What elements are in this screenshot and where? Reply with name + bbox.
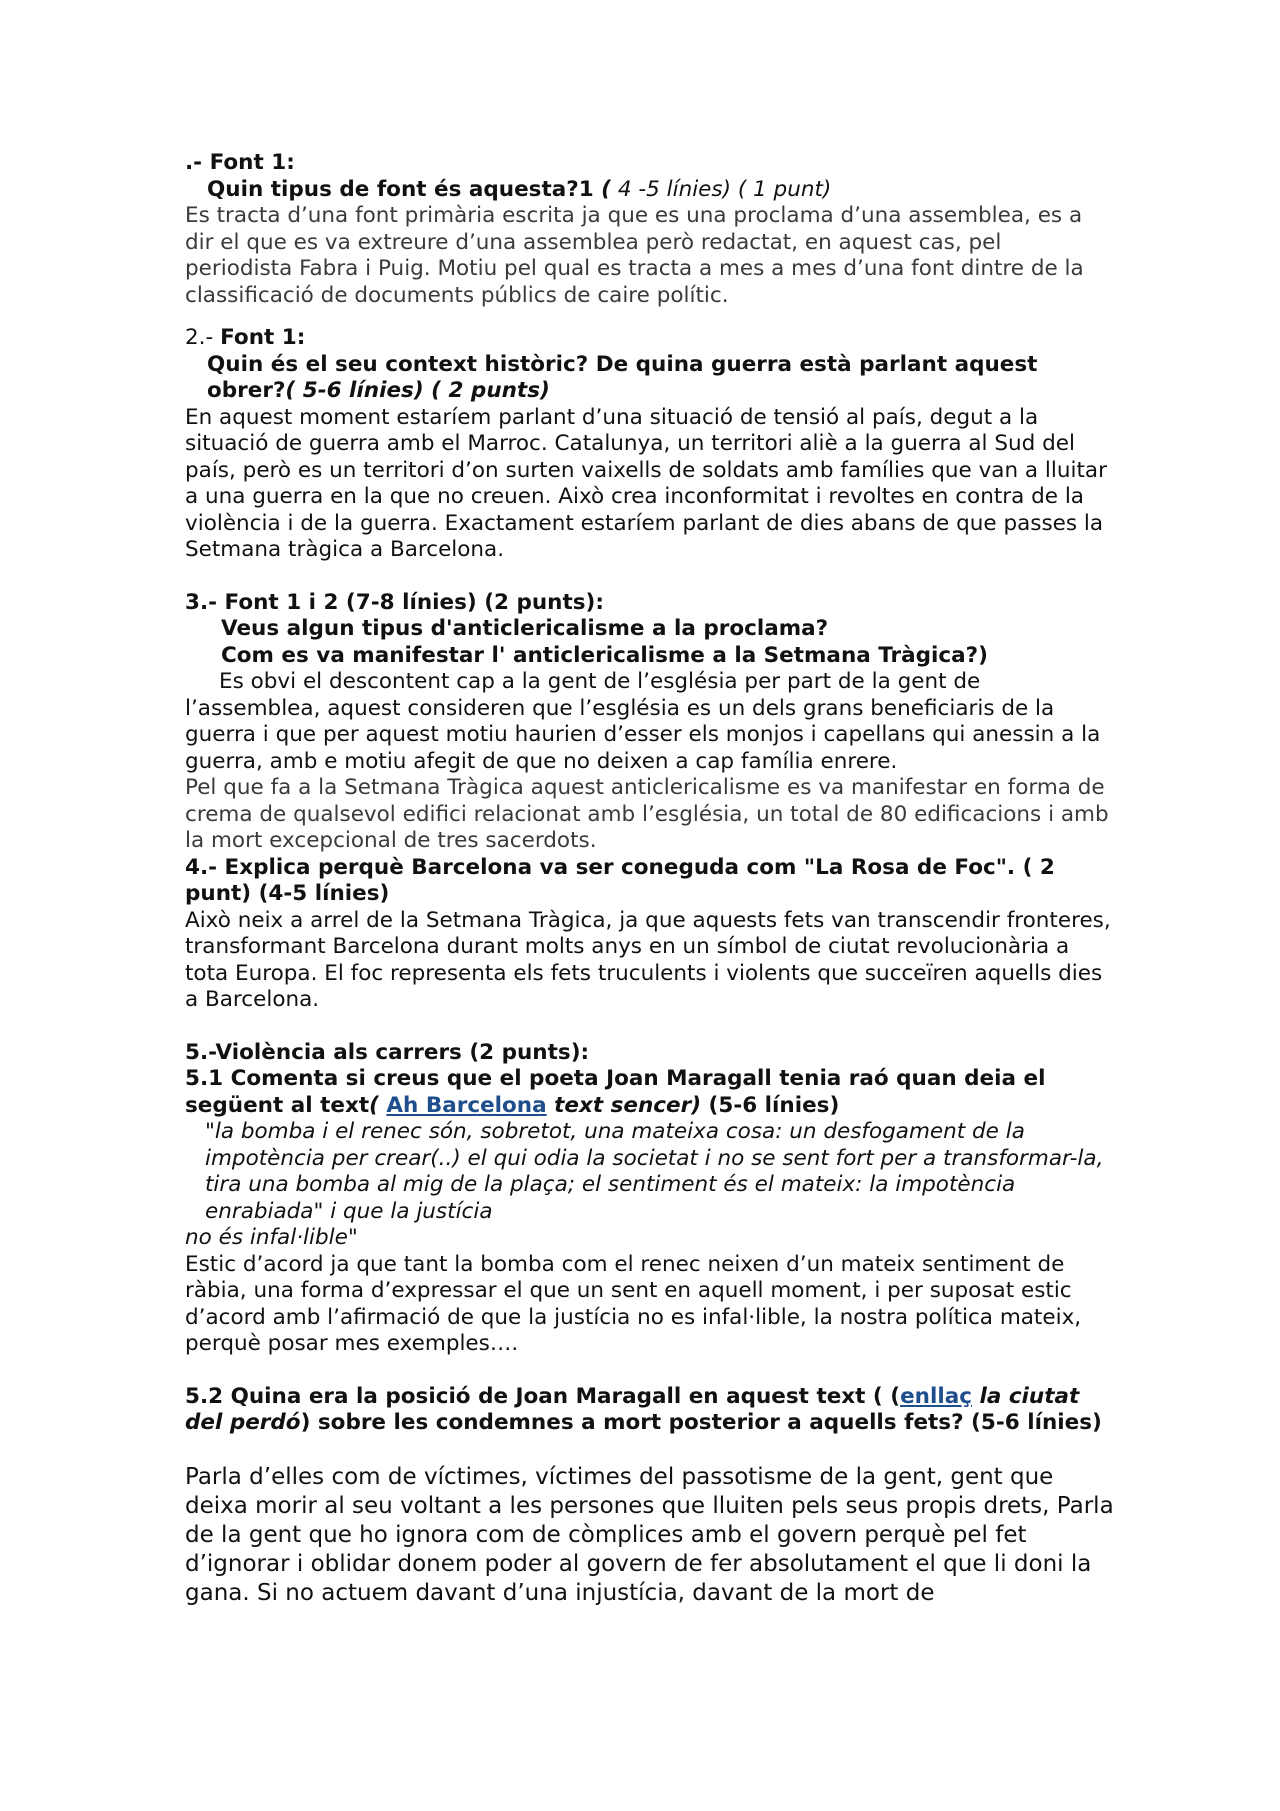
q2-question-points: ( 5-6 línies) ( 2 punts) [285, 378, 550, 403]
q52-title: la ciutat del perdó [185, 1383, 1080, 1435]
q51-quote-end [185, 1225, 1115, 1252]
q1-question [185, 177, 1115, 204]
q52-answer: Parla d’elles com de víctimes, víctimes del passotisme de la gent, gent que deixa morir al seu voltant a les persones que lluiten pels seus propis drets, Parla de la gent que ho ignora com de còmplices amb el govern perquè pel fet d’ignorar i oblidar donem poder al govern de fer absolutament el que li doni la gana. Si no actuem davant d’una injustícia, davant de la mort de [185, 1463, 1114, 1606]
q52-question [185, 1384, 1115, 1437]
q2-question [185, 352, 1115, 405]
q3-heading: 3.- Font 1 i 2 (7-8 línies) (2 punts): [185, 589, 604, 615]
q51-quote-close: " [347, 1225, 358, 1250]
enllac-link[interactable]: enllaç [900, 1383, 972, 1409]
q1-heading: .- Font 1: [185, 150, 295, 175]
q4-answer: Això neix a arrel de la Setmana Tràgica, ja que aquests fets van transcendir fronteres, transformant Barcelona durant molts anys en un símbol de ciutat revolucionària a tota Europa. El foc representa els fets truculents i violents que succeïren aquells dies a Barcelona. [185, 907, 1111, 1012]
q3-question-a: Veus algun tipus d'anticlericalisme a la proclama? [221, 616, 829, 641]
q52-suffix: ) sobre les condemnes a mort posterior a aquells fets? (5-6 línies) [300, 1410, 1102, 1435]
q1-question-paren: ( [601, 176, 611, 202]
q51-text-sencer: text sencer) [546, 1092, 702, 1118]
q3-answer-a [185, 669, 1115, 775]
q51-answer: Estic d’acord ja que tant la bomba com el renec neixen d’un mateix sentiment de ràbia, una forma d’expressar el que un sent en aquell moment, i per suposat estic d’acord amb l’afirmació de que la justícia no es infal·lible, la nostra política mateix, perquè posar mes exemples…. [185, 1251, 1082, 1356]
q2-answer: En aquest moment estaríem parlant d’una situació de tensió al país, degut a la situació de guerra amb el Marroc. Catalunya, un territori aliè a la guerra al Sud del país, però es un territori d’on surten vaixells de soldats amb famílies que van a lluitar a una guerra en la que no creuen. Això crea inconformitat i revoltes en contra de la violència i de la guerra. Exactament estaríem parlant de dies abans de que passes la Setmana tràgica a Barcelona. [185, 404, 1107, 562]
q1-answer: Es tracta d’una font primària escrita ja que es una proclama d’una assemblea, es a dir el que es va extreure d’una assemblea però redactat, en aquest cas, pel periodista Fabra i Puig. Motiu pel qual es tracta a mes a mes d’una font dintre de la classificació de documents públics de caire polític. [185, 203, 1084, 308]
q51-quote-line2: no és infal·lible [185, 1225, 348, 1250]
document-page [185, 150, 1115, 1608]
q4-heading: 4.- Explica perquè Barcelona va ser coneguda com "La Rosa de Foc". ( 2 punt) (4-5 línies) [185, 854, 1055, 906]
q52-prefix: 5.2 Quina era la posició de Joan Maragall en aquest text ( ( [185, 1383, 901, 1409]
ah-barcelona-link[interactable]: Ah Barcelona [386, 1092, 547, 1118]
q51-quote [185, 1119, 1115, 1225]
q51-question-text: 5.1 Comenta si creus que el poeta Joan Maragall tenia raó quan deia el següent al text [185, 1066, 1046, 1118]
q3-answer-a-text: Es obvi el descontent cap a la gent de l’església per part de la gent de l’assemblea, aquest consideren que l’església es un dels grans beneficiaris de la guerra i que per aquest motiu haurien d’esser els monjos i capellans qui anessin a la guerra, amb e motiu afegit de que no deixen a cap família enrere. [185, 669, 1101, 774]
q3-question-b: Com es va manifestar l' anticlericalisme a la Setmana Tràgica?) [221, 642, 988, 668]
q3-answer-b: Pel que fa a la Setmana Tràgica aquest anticlericalisme es va manifestar en forma de crema de qualsevol edifici relacionat amb l’església, un total de 80 edificacions i amb la mort excepcional de tres sacerdots. [185, 775, 1109, 853]
q2-heading [185, 325, 1115, 352]
q2-heading-num: 2.- [185, 325, 221, 350]
q51-paren-open: ( [369, 1092, 387, 1118]
q1-question-text: Quin tipus de font és aquesta?1 [207, 176, 602, 202]
q2-heading-label: Font 1: [220, 325, 306, 350]
q1-question-points: 4 -5 línies) ( 1 punt) [611, 176, 832, 202]
q51-quote-text: "la bomba i el renec són, sobretot, una mateixa cosa: un desfogament de la impotència per crear(..) el qui odia la societat i no se sent fort per a transformar-la, tira una bomba al mig de la plaça; el sentiment és el mateix: la impotència enrabiada" i que la justícia [205, 1119, 1104, 1224]
q51-question [185, 1066, 1115, 1119]
q51-lines: (5-6 línies) [701, 1092, 840, 1118]
q2-question-text: Quin és el seu context històric? De quina guerra està parlant aquest obrer? [207, 351, 1038, 403]
q5-heading: 5.-Violència als carrers (2 punts): [185, 1039, 590, 1065]
